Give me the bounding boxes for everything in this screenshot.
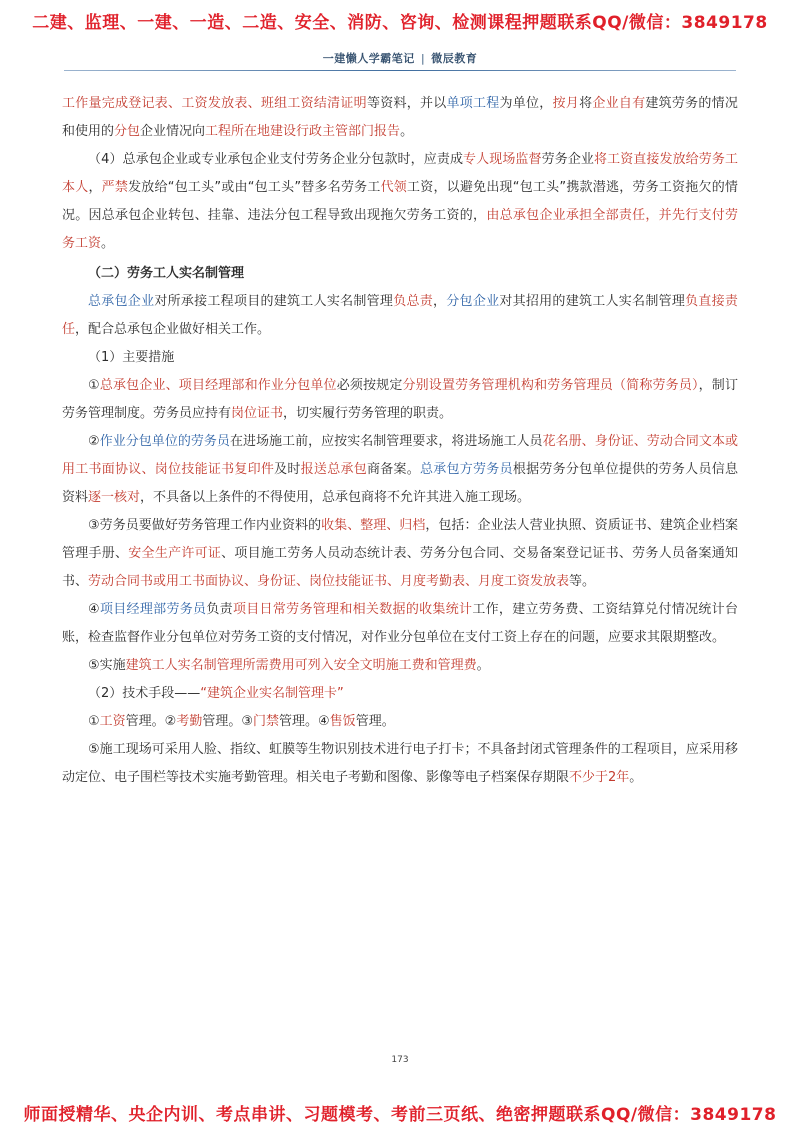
text-run: 工作，建立劳务费、工资结算兑付情况统计台账，检查监督作业分包单位对劳务工资的支付情况，对作业分包单位在支付工资上存在的问题，应要求其限期整改。	[62, 602, 738, 645]
emphasis-red: 专人现场监督	[463, 152, 542, 167]
text-run: ，不具备以上条件的不得使用，总承包商将不允许其进入施工现场。	[140, 490, 531, 505]
running-header	[0, 48, 800, 74]
header-text	[0, 50, 800, 66]
emphasis-red: 工程所在地建设行政主管部门报告	[205, 124, 401, 139]
text-run: 企业情况向	[140, 124, 206, 139]
emphasis-blue: 单项工程	[446, 96, 500, 111]
text-run: 、项目施工劳务人员动态统计表、劳务分包合同、交易备案登记证书、劳务人员备案通知书、	[62, 546, 738, 589]
text-run: （2）技术手段——	[88, 686, 201, 701]
emphasis-red: “建筑企业实名制管理卡”	[200, 686, 344, 701]
emphasis-red: 逐一核对	[88, 490, 141, 505]
emphasis-red: 售饭	[329, 714, 356, 729]
text-run: 等。	[569, 574, 596, 589]
emphasis-red: 分包	[114, 124, 141, 139]
text-run: ，切实履行劳务管理的职责。	[283, 406, 453, 421]
emphasis-red: 门禁	[253, 714, 280, 729]
text-run: 负责	[206, 602, 233, 617]
measure-2	[62, 428, 738, 512]
emphasis-red: 负直接责任	[62, 294, 738, 337]
text-run: ①	[88, 378, 100, 393]
text-run: 将	[579, 96, 593, 111]
text-run: 。	[101, 236, 115, 251]
text-run: 管理。	[355, 714, 395, 729]
text-run: 发放给“包工头”或由“包工头”替多名劳务工	[128, 180, 381, 195]
text-run: 管理。③	[202, 714, 253, 729]
text-run: 建筑劳务的情况和使用的	[62, 96, 738, 139]
bottom-ad-banner: 师面授精华、央企内训、考点串讲、习题模考、考前三页纸、绝密押题联系QQ/微信：3849178	[23, 1105, 777, 1125]
section-heading: （二）劳务工人实名制管理	[88, 266, 245, 281]
text-run: ②	[88, 434, 100, 449]
text-run: 。	[400, 124, 414, 139]
text-run: ，	[88, 180, 102, 195]
emphasis-red: 企业自有	[592, 96, 646, 111]
header-separator: |	[420, 52, 426, 65]
subheading-technical-means	[62, 680, 738, 708]
text-run: ，	[433, 294, 447, 309]
text-run: 。	[629, 770, 643, 785]
emphasis-red: 考勤	[176, 714, 203, 729]
emphasis-red: 工作量完成登记表、工资发放表、班组工资结清证明	[62, 96, 367, 111]
emphasis-red: 收集、整理、归档	[321, 518, 426, 533]
emphasis-blue: 总承包企业	[88, 294, 155, 309]
technical-card-uses	[62, 708, 738, 736]
text-run: 对所承接工程项目的建筑工人实名制管理	[154, 294, 394, 309]
emphasis-red: 岗位证书	[231, 406, 284, 421]
emphasis-blue: 分包企业	[446, 294, 500, 309]
emphasis-red: 劳动合同书或用工书面协议、身份证、岗位技能证书、月度考勤表、月度工资发放表	[88, 574, 570, 589]
text-run: 。	[476, 658, 490, 673]
text-run: 及时	[274, 462, 301, 477]
emphasis-red: 负总责	[393, 294, 433, 309]
paragraph-wage-records	[62, 90, 738, 146]
emphasis-red: 按月	[552, 96, 580, 111]
measure-1	[62, 372, 738, 428]
page-content	[62, 90, 738, 792]
emphasis-blue: 作业分包单位的劳务员	[99, 434, 230, 449]
text-run: ④	[88, 602, 100, 617]
text-run: ①	[88, 714, 100, 729]
emphasis-blue: 总承包方劳务员	[420, 462, 513, 477]
emphasis-red: 工资	[99, 714, 126, 729]
header-rule	[64, 70, 736, 71]
text-run: 必须按规定	[336, 378, 403, 393]
header-title: 一建懒人学霸笔记	[322, 52, 415, 65]
text-run: 根据劳务分包单位提供的劳务人员信息资料	[62, 462, 738, 505]
emphasis-red: 安全生产许可证	[128, 546, 222, 561]
header-publisher: 微辰教育	[431, 52, 478, 65]
text-run: ，配合总承包企业做好相关工作。	[75, 322, 271, 337]
measure-3	[62, 512, 738, 596]
text-run: ⑤施工现场可采用人脸、指纹、虹膜等生物识别技术进行电子打卡；不具备封闭式管理条件的工程项目，应采用移动定位、电子围栏等技术实施考勤管理。相关电子考勤和图像、影像等电子档案保存期限	[62, 742, 738, 785]
text-run: 对其招用的建筑工人实名制管理	[499, 294, 686, 309]
text-run: 劳务企业	[541, 152, 595, 167]
emphasis-red: 严禁	[101, 180, 129, 195]
paragraph-responsibility	[62, 288, 738, 344]
emphasis-red: 建筑工人实名制管理所需费用可列入安全文明施工费和管理费	[125, 658, 477, 673]
text-run: ⑤实施	[88, 658, 126, 673]
text-run: ③劳务员要做好劳务管理工作内业资料的	[88, 518, 322, 533]
text-run: 管理。④	[279, 714, 330, 729]
emphasis-red: 项目日常劳务管理和相关数据的收集统计	[232, 602, 473, 617]
measure-5	[62, 652, 738, 680]
text-run: 管理。②	[125, 714, 177, 729]
subheading-main-measures: （1）主要措施	[88, 350, 175, 365]
text-run: 工资，以避免出现“包工头”携款潜逃，劳务工资拖欠的情况。因总承包企业转包、挂靠、违法分包工程导致出现拖欠劳务工资的，	[62, 180, 738, 223]
paragraph-subcontract-payment	[62, 146, 738, 258]
emphasis-red: 总承包企业、项目经理部和作业分包单位	[99, 378, 337, 393]
top-ad-banner: 二建、监理、一建、一造、二造、安全、消防、咨询、检测课程押题联系QQ/微信：3849178	[32, 13, 768, 33]
text-run: ，制订劳务管理制度。劳务员应持有	[62, 378, 738, 421]
emphasis-red: 报送总承包	[300, 462, 367, 477]
emphasis-red: 由总承包企业承担全部责任，并先行支付劳务工资	[62, 208, 738, 251]
measure-4	[62, 596, 738, 652]
emphasis-red: 将工资直接发放给劳务工本人	[62, 152, 738, 195]
page-number: 173	[391, 1055, 409, 1065]
emphasis-red: 代领	[380, 180, 408, 195]
text-run: （4）总承包企业或专业承包企业支付劳务企业分包款时，应责成	[88, 152, 464, 167]
text-run: 等资料，并以	[366, 96, 447, 111]
emphasis-red: 分别设置劳务管理机构和劳务管理员（简称劳务员）	[402, 378, 699, 393]
text-run: 在进场施工前，应按实名制管理要求，将进场施工人员	[229, 434, 543, 449]
emphasis-red: 不少于2年	[569, 770, 630, 785]
text-run: ，包括：企业法人营业执照、资质证书、建筑企业档案管理手册、	[62, 518, 738, 561]
text-run: 为单位，	[499, 96, 553, 111]
paragraph-electronic-attendance	[62, 736, 738, 792]
emphasis-red: 花名册、身份证、劳动合同文本或用工书面协议、岗位技能证书复印件	[62, 434, 738, 477]
text-run: 商备案。	[366, 462, 421, 477]
emphasis-blue: 项目经理部劳务员	[99, 602, 207, 617]
